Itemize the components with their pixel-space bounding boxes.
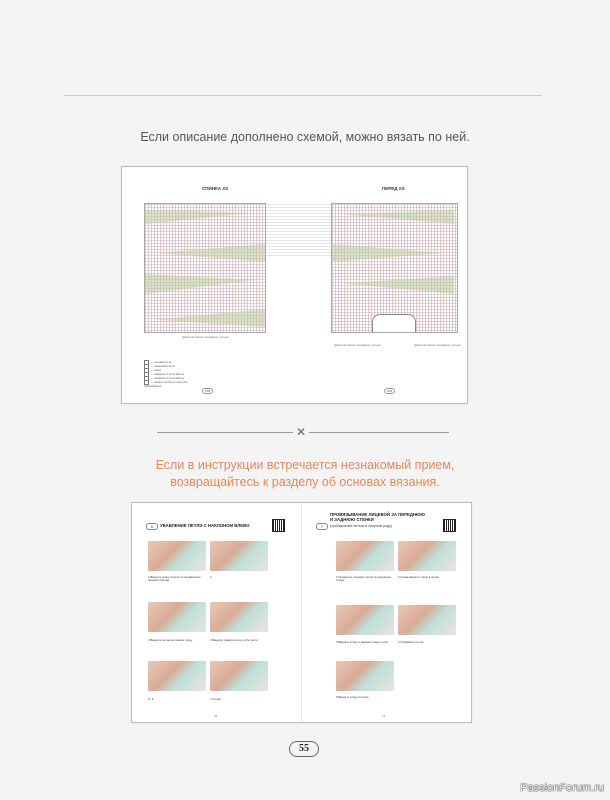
left-instruction-title: УБАВЛЕНИЕ ПЕТЛИ С НАКЛОНОМ ВЛЕВО bbox=[160, 523, 250, 528]
legend-item: — провязать 2 петли вместе bbox=[144, 372, 204, 376]
step-caption: 5 Введите спицу в петлю. bbox=[336, 695, 370, 699]
caption-top: Если описание дополнено схемой, можно вязать по ней. bbox=[140, 130, 470, 144]
right-step-badge: 7 bbox=[316, 523, 328, 530]
legend-item: — закрыть петлю по схеме (без провязывания) bbox=[144, 381, 188, 389]
right-instruction-subtitle: (прибавление петель в лицевом ряду) bbox=[330, 524, 393, 528]
caption-bottom-line-2: возвращайтесь к разделу об основах вязания. bbox=[170, 475, 440, 489]
left-chart-title: СПИНКА XS bbox=[202, 186, 229, 191]
page-number: 55 bbox=[289, 741, 319, 757]
right-instruction-title bbox=[330, 512, 425, 522]
step-caption: 3 Введите спицу в заднюю стенку петли. bbox=[336, 640, 389, 644]
legend-item: — лицевая петля bbox=[144, 360, 204, 364]
step-photo bbox=[210, 602, 268, 632]
instruction-left-page-number: 70 bbox=[214, 714, 218, 718]
legend-item: — изнаночная петля bbox=[144, 364, 204, 368]
step-caption: 4 Введите правую спицу в обе петли. bbox=[210, 638, 259, 642]
divider-line-right bbox=[309, 432, 449, 433]
step-photo bbox=[148, 661, 206, 691]
right-title-line-2: И ЗАДНЮЮ СТЕНКИ bbox=[330, 517, 374, 522]
right-chart-title: ПЕРЕД XS bbox=[382, 186, 405, 191]
sleeve-grid bbox=[266, 204, 331, 258]
instruction-spread-image bbox=[131, 502, 472, 723]
step-photo bbox=[336, 541, 394, 571]
step-photo bbox=[148, 541, 206, 571]
right-chart-note-2: Набор 16 петель (изнаночн.) петель bbox=[414, 343, 461, 347]
step-photo bbox=[210, 541, 268, 571]
step-caption: 4 Провяжите петлю. bbox=[398, 640, 425, 644]
instruction-right-page-number: 71 bbox=[382, 714, 386, 718]
left-step-badge: 6 bbox=[146, 523, 158, 530]
legend-item: — провязать 2 петли вместе bbox=[144, 376, 204, 380]
left-chart-note: Набор 16 петель (изнаночн.) петель bbox=[182, 335, 229, 339]
front-chart-grid bbox=[331, 203, 458, 333]
step-photo bbox=[336, 661, 394, 691]
right-title-line-1: ПРОВЯЗЫВАНИЕ ЛИЦЕВОЙ ЗА ПЕРЕДНЮЮ bbox=[330, 512, 425, 517]
step-caption: 2 bbox=[210, 575, 212, 579]
caption-bottom-line-1: Если в инструкции встречается незнакомый прием, bbox=[155, 458, 455, 472]
step-photo bbox=[148, 602, 206, 632]
watermark: PassionForum.ru bbox=[520, 782, 604, 794]
step-caption: 1 Введите спицу в петлю в направлении нижней стороны bbox=[148, 575, 201, 583]
top-rule bbox=[64, 95, 542, 96]
step-photo bbox=[210, 661, 268, 691]
caption-bottom bbox=[0, 457, 610, 491]
step-caption: 5 / 6 bbox=[148, 697, 154, 701]
divider-line-left bbox=[157, 432, 293, 433]
chart-spread-image bbox=[121, 166, 468, 404]
step-photo bbox=[336, 605, 394, 635]
chart-right-page-number: 109 bbox=[384, 388, 395, 394]
legend-item: — накид bbox=[144, 368, 204, 372]
chart-left-page-number: 108 bbox=[202, 388, 213, 394]
right-chart-note-1: Набор 16 петель (изнаночн.) петель bbox=[334, 343, 381, 347]
step-photo bbox=[398, 541, 456, 571]
step-caption: 7 Готово. bbox=[210, 697, 222, 701]
spread-fold bbox=[301, 503, 302, 722]
step-photo bbox=[398, 605, 456, 635]
back-chart-grid bbox=[144, 203, 266, 333]
step-caption: 1 Проведите лицевую петлю за переднюю стенку. bbox=[336, 575, 392, 583]
chart-legend bbox=[144, 360, 204, 389]
left-qr-code-icon bbox=[272, 519, 285, 532]
step-caption: 2 Снова введите спицу в петлю. bbox=[398, 575, 440, 579]
right-qr-code-icon bbox=[443, 519, 456, 532]
step-caption: 3 Введите петлю на правую спицу. bbox=[148, 638, 193, 642]
divider-cross-icon: ✕ bbox=[295, 425, 307, 439]
